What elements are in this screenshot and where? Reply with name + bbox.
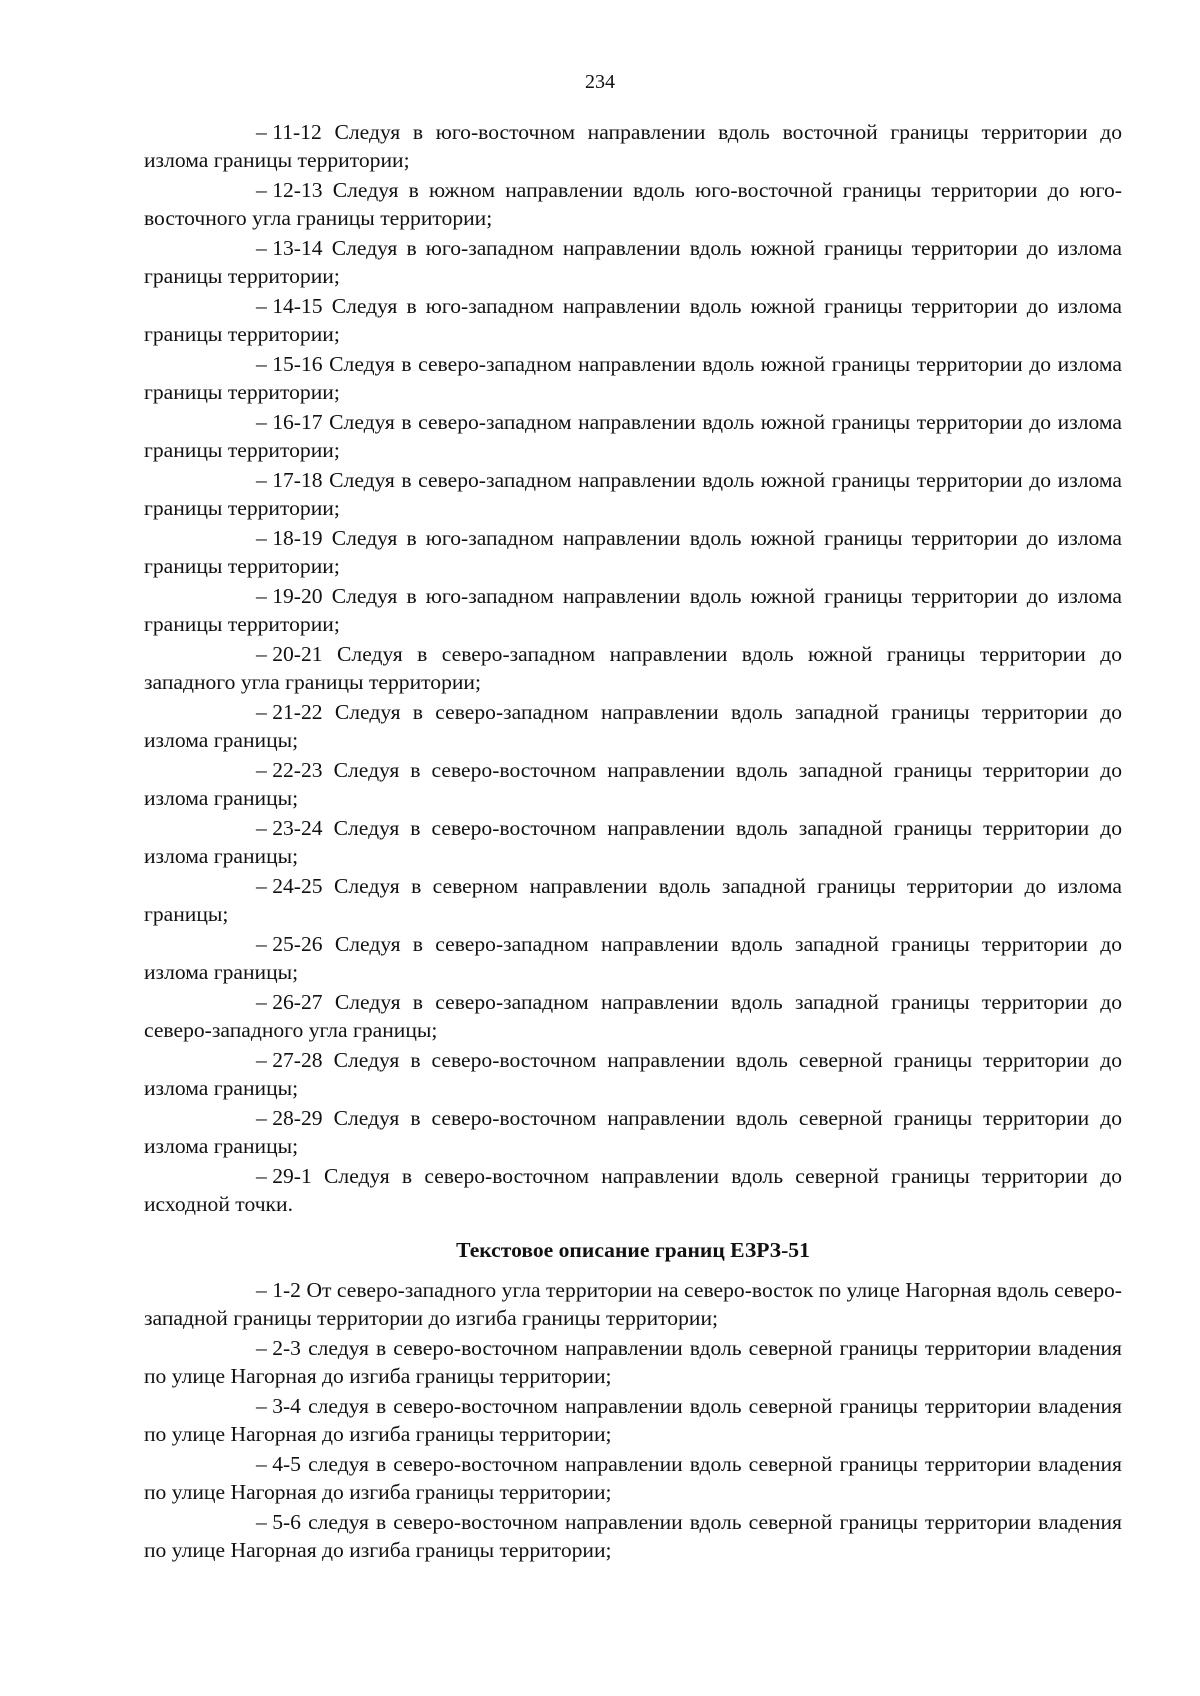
boundary-segment-text: Следуя в южном направлении вдоль юго-восточной границы территории до юго-восточного угла границы территории; — [144, 178, 1122, 230]
boundary-segment-code: – 17-18 — [256, 468, 323, 492]
boundary-item — [144, 234, 1122, 290]
boundary-item — [144, 698, 1122, 754]
boundary-item — [144, 1162, 1122, 1218]
boundary-item — [144, 756, 1122, 812]
boundary-segment-code: – 2-3 — [256, 1336, 301, 1360]
boundary-segment-text: Следуя в северном направлении вдоль западной границы территории до излома границы; — [144, 874, 1122, 926]
boundary-item — [144, 814, 1122, 870]
boundary-segment-text: Следуя в северо-западном направлении вдоль южной границы территории до излома границы территории; — [144, 352, 1122, 404]
boundary-item — [144, 350, 1122, 406]
boundary-item — [144, 176, 1122, 232]
boundary-segment-code: – 25-26 — [256, 932, 323, 956]
boundary-segment-code: – 20-21 — [256, 642, 323, 666]
boundary-segment-text: следуя в северо-восточном направлении вдоль северной границы территории владения по улице Нагорная до изгиба границы территории; — [144, 1452, 1122, 1504]
boundary-item — [144, 1046, 1122, 1102]
boundary-segment-code: – 3-4 — [256, 1394, 301, 1418]
section-title: Текстовое описание границ ЕЗРЗ-51 — [456, 1238, 810, 1262]
boundary-segment-text: Следуя в северо-западном направлении вдоль западной границы территории до излома границы; — [144, 700, 1122, 752]
boundary-segment-text: Следуя в северо-западном направлении вдоль южной границы территории до западного угла границы территории; — [144, 642, 1122, 694]
boundary-item — [144, 1450, 1122, 1506]
boundary-item — [144, 118, 1122, 174]
boundary-segment-text: Следуя в северо-западном направлении вдоль южной границы территории до излома границы территории; — [144, 468, 1122, 520]
boundary-segment-text: следуя в северо-восточном направлении вдоль северной границы территории владения по улице Нагорная до изгиба границы территории; — [144, 1336, 1122, 1388]
boundary-segment-code: – 22-23 — [256, 758, 323, 782]
boundary-item — [144, 1276, 1122, 1332]
boundary-item — [144, 292, 1122, 348]
boundary-segment-text: следуя в северо-восточном направлении вдоль северной границы территории владения по улице Нагорная до изгиба границы территории; — [144, 1394, 1122, 1446]
boundary-segment-text: Следуя в северо-восточном направлении вдоль западной границы территории до излома границы; — [144, 758, 1122, 810]
boundary-segment-text: Следуя в северо-восточном направлении вдоль северной границы территории до излома границы; — [144, 1106, 1123, 1158]
boundary-item — [144, 872, 1122, 928]
page-number: 234 — [585, 71, 615, 93]
boundary-segment-text: Следуя в северо-западном направлении вдоль западной границы территории до излома границы; — [144, 932, 1122, 984]
boundary-segment-code: – 5-6 — [256, 1510, 301, 1534]
boundary-item — [144, 1392, 1122, 1448]
boundary-segment-text: Следуя в северо-восточном направлении вдоль западной границы территории до излома границы; — [144, 816, 1122, 868]
boundary-segment-code: – 4-5 — [256, 1452, 301, 1476]
boundary-item — [144, 1508, 1122, 1564]
boundary-segment-text: Следуя в юго-западном направлении вдоль южной границы территории до излома границы территории; — [144, 526, 1122, 578]
boundary-segment-code: – 27-28 — [256, 1048, 323, 1072]
boundary-item — [144, 408, 1122, 464]
boundary-segment-code: – 29-1 — [256, 1164, 312, 1188]
boundary-item — [144, 988, 1122, 1044]
boundary-segment-text: Следуя в северо-восточном направлении вдоль северной границы территории до излома границы; — [144, 1048, 1123, 1100]
boundary-item — [144, 930, 1122, 986]
boundary-segment-text: Следуя в юго-западном направлении вдоль южной границы территории до излома границы территории; — [144, 236, 1122, 288]
boundary-segment-code: – 19-20 — [256, 584, 323, 608]
boundary-segment-code: – 12-13 — [256, 178, 323, 202]
boundary-segment-code: – 15-16 — [256, 352, 323, 376]
boundary-item — [144, 640, 1122, 696]
boundary-segment-text: Следуя в северо-восточном направлении вдоль северной границы территории до исходной точки. — [144, 1164, 1123, 1216]
boundary-item — [144, 582, 1122, 638]
page-content — [144, 118, 1122, 1566]
boundary-segment-code: – 26-27 — [256, 990, 323, 1014]
boundary-segment-text: Следуя в северо-западном направлении вдоль западной границы территории до северо-западного угла границы; — [144, 990, 1122, 1042]
boundary-segment-code: – 23-24 — [256, 816, 323, 840]
boundary-segment-code: – 24-25 — [256, 874, 323, 898]
boundary-segment-text: Следуя в юго-западном направлении вдоль южной границы территории до излома границы территории; — [144, 584, 1122, 636]
boundary-item — [144, 524, 1122, 580]
boundary-segment-text: Следуя в северо-западном направлении вдоль южной границы территории до излома границы территории; — [144, 410, 1122, 462]
boundary-item — [144, 1104, 1122, 1160]
boundary-segment-text: От северо-западного угла территории на северо-восток по улице Нагорная вдоль северо-западной границы территории до изгиба границы территории; — [144, 1278, 1122, 1330]
boundary-list-continued — [144, 118, 1122, 1218]
boundary-item — [144, 1334, 1122, 1390]
boundary-segment-text: Следуя в юго-западном направлении вдоль южной границы территории до излома границы территории; — [144, 294, 1122, 346]
boundary-segment-code: – 11-12 — [256, 120, 322, 144]
boundary-segment-code: – 13-14 — [256, 236, 323, 260]
boundary-segment-code: – 21-22 — [256, 700, 323, 724]
boundary-list-ezrz-51 — [144, 1276, 1122, 1564]
boundary-segment-code: – 1-2 — [256, 1278, 301, 1302]
boundary-segment-text: следуя в северо-восточном направлении вдоль северной границы территории владения по улице Нагорная до изгиба границы территории; — [144, 1510, 1122, 1562]
boundary-segment-code: – 14-15 — [256, 294, 323, 318]
boundary-segment-code: – 28-29 — [256, 1106, 323, 1130]
boundary-segment-code: – 16-17 — [256, 410, 323, 434]
boundary-item — [144, 466, 1122, 522]
boundary-segment-text: Следуя в юго-восточном направлении вдоль восточной границы территории до излома границы территории; — [144, 120, 1122, 172]
boundary-segment-code: – 18-19 — [256, 526, 323, 550]
